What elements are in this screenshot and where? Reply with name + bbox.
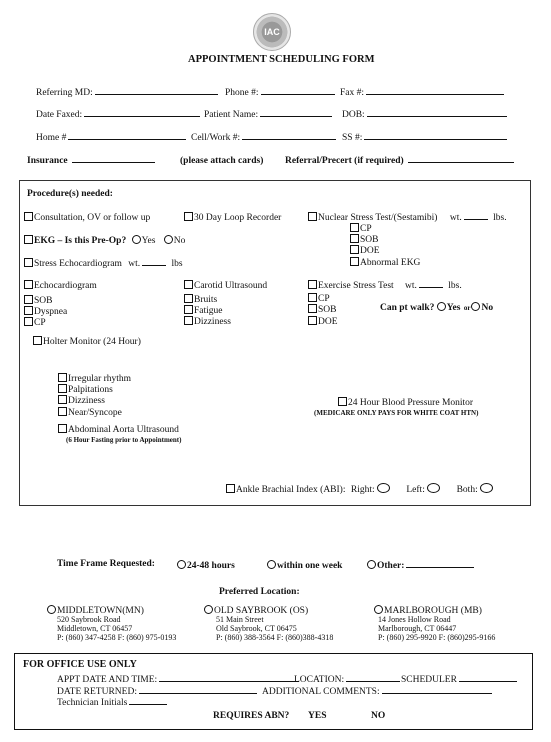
exercise-cp-checkbox[interactable] [308,293,317,302]
abi-left-radio[interactable] [427,483,440,493]
can-walk-row [380,302,493,314]
holter-palpitations-label: Palpitations [68,385,113,395]
nuclear-sob-option[interactable] [350,234,378,246]
bp-monitor-option[interactable] [338,397,473,409]
fax-row [340,89,504,99]
attach-cards-note: (please attach cards) [180,156,264,166]
ekg-option[interactable] [24,235,185,247]
nuclear-cp-option[interactable] [350,223,372,235]
middletown-name: MIDDLETOWN(MN) [57,606,144,616]
echo-cp-checkbox[interactable] [24,317,33,326]
nuclear-cp-label: CP [360,224,372,234]
phone-label: Phone #: [225,88,259,98]
ekg-checkbox[interactable] [24,235,33,244]
carotid-bruits-option[interactable] [184,294,217,306]
cell-work-row [191,134,336,144]
holter-palpitations-checkbox[interactable] [58,384,67,393]
loop-recorder-label: 30 Day Loop Recorder [194,213,282,223]
echo-cp-label: CP [34,318,46,328]
holter-irregular-checkbox[interactable] [58,373,67,382]
holter-checkbox[interactable] [33,336,42,345]
office-use-heading: FOR OFFICE USE ONLY [23,659,137,670]
exercise-wt-field[interactable] [419,287,443,288]
echo-dyspnea-label: Dyspnea [34,307,68,317]
appt-date-field[interactable] [159,681,299,682]
echo-checkbox[interactable] [24,280,33,289]
carotid-label: Carotid Ultrasound [194,281,268,291]
ss-label: SS #: [342,133,363,143]
nuclear-abnormal-ekg-checkbox[interactable] [350,257,359,266]
nuclear-abnormal-ekg-option[interactable] [350,257,420,269]
middletown-radio[interactable] [47,605,56,614]
stress-echo-lbs-label: lbs [171,259,183,269]
nuclear-stress-label: Nuclear Stress Test/(Sestamibi) [318,213,438,223]
insurance-row [27,157,155,167]
echo-cp-option[interactable] [24,317,46,329]
carotid-fatigue-checkbox[interactable] [184,305,193,314]
nuclear-doe-option[interactable] [350,245,380,257]
can-walk-no-radio[interactable] [471,302,480,311]
echo-label: Echocardiogram [34,281,97,291]
old-saybrook-phone: P: (860) 388-3564 F: (860)388-4318 [216,633,334,642]
referral-label: Referral/Precert (if required) [285,156,404,166]
home-field[interactable] [68,139,186,140]
carotid-bruits-checkbox[interactable] [184,294,193,303]
carotid-dizziness-label: Dizziness [194,317,231,327]
timeframe-week-radio[interactable] [267,560,276,569]
middletown-city: Middletown, CT 06457 [57,624,133,633]
location-heading: Preferred Location: [219,587,300,597]
can-walk-yes-label: Yes [446,303,461,313]
nuclear-sob-label: SOB [360,235,379,245]
timeframe-other-option[interactable] [367,560,474,572]
office-location-label: LOCATION: [294,675,345,685]
holter-syncope-checkbox[interactable] [58,407,67,416]
can-walk-no-label: No [481,303,494,313]
nuclear-doe-checkbox[interactable] [350,245,359,254]
ss-field[interactable] [364,139,507,140]
fax-field[interactable] [366,94,504,95]
holter-irregular-option[interactable] [58,373,131,385]
timeframe-other-radio[interactable] [367,560,376,569]
procedures-heading: Procedure(s) needed: [27,189,113,199]
patient-name-row [204,111,332,121]
dob-row [342,111,507,121]
can-walk-yes-radio[interactable] [437,302,446,311]
referral-field[interactable] [408,162,514,163]
phone-field[interactable] [261,94,335,95]
pre-op-yes-radio[interactable] [132,235,141,244]
fax-label: Fax #: [340,88,365,98]
abi-right-radio[interactable] [377,483,390,493]
cell-work-label: Cell/Work #: [191,133,241,143]
requires-abn-label: REQUIRES ABN? [213,711,290,721]
date-returned-field[interactable] [139,693,257,694]
echo-sob-label: SOB [34,296,53,306]
date-faxed-field[interactable] [84,116,200,117]
referring-md-row [36,89,218,99]
echo-option[interactable] [24,280,97,292]
exercise-sob-option[interactable] [308,304,336,316]
office-location-field[interactable] [346,681,400,682]
comments-row [262,688,492,698]
scheduler-label: SCHEDULER [401,675,457,685]
loop-recorder-option[interactable] [184,212,281,224]
abi-label: Ankle Brachial Index (ABI): [236,485,346,495]
exercise-doe-option[interactable] [308,316,338,328]
iac-seal-logo [253,13,291,51]
carotid-dizziness-checkbox[interactable] [184,316,193,325]
stress-echo-checkbox[interactable] [24,258,33,267]
echo-dyspnea-checkbox[interactable] [24,306,33,315]
carotid-fatigue-label: Fatigue [194,306,223,316]
ss-row [342,134,507,144]
exercise-stress-checkbox[interactable] [308,280,317,289]
holter-option[interactable] [33,336,141,348]
timeframe-label: Time Frame Requested: [57,559,155,569]
date-faxed-label: Date Faxed: [36,110,83,120]
nuclear-lbs-label: lbs. [493,213,507,223]
office-location-row [294,676,400,686]
abi-right-label: Right: [350,485,375,495]
logo-text: IAC [264,27,280,37]
exercise-cp-option[interactable] [308,293,330,305]
date-faxed-row [36,111,200,121]
exercise-stress-label: Exercise Stress Test [318,281,394,291]
home-label: Home # [36,133,67,143]
old-saybrook-radio[interactable] [204,605,213,614]
holter-syncope-label: Near/Syncope [68,408,122,418]
scheduler-row [401,676,517,686]
stress-echo-wt-field[interactable] [142,265,166,266]
medicare-note: (MEDICARE ONLY PAYS FOR WHITE COAT HTN) [314,409,479,417]
timeframe-week-label: within one week [277,561,343,571]
appt-date-label: APPT DATE AND TIME: [57,675,158,685]
insurance-field[interactable] [72,162,155,163]
comments-label: ADDITIONAL COMMENTS: [262,687,380,697]
abi-both-label: Both: [456,485,478,495]
phone-row [225,89,335,99]
dob-field[interactable] [367,116,507,117]
consultation-label: Consultation, OV or follow up [34,213,151,223]
stress-echo-label: Stress Echocardiogram [34,259,122,269]
echo-sob-checkbox[interactable] [24,295,33,304]
middletown-phone: P: (860) 347-4258 F: (860) 975-0193 [57,633,177,642]
date-returned-label: DATE RETURNED: [57,687,137,697]
date-returned-row [57,688,257,698]
timeframe-24-48-label: 24-48 hours [187,561,235,571]
exercise-stress-option[interactable] [308,280,462,292]
abi-both-radio[interactable] [480,483,493,493]
carotid-fatigue-option[interactable] [184,305,223,317]
carotid-bruits-label: Bruits [194,295,218,305]
holter-irregular-label: Irregular rhythm [68,374,132,384]
carotid-option[interactable] [184,280,267,292]
technician-field[interactable] [129,704,167,705]
aorta-option[interactable] [58,424,179,436]
marlborough-radio[interactable] [374,605,383,614]
abi-checkbox[interactable] [226,484,235,493]
cell-work-field[interactable] [242,139,336,140]
abn-yes-label[interactable]: YES [308,711,327,721]
nuclear-doe-label: DOE [360,246,380,256]
timeframe-24-48-option[interactable] [177,560,235,572]
exercise-doe-checkbox[interactable] [308,316,317,325]
fasting-note: (6 Hour Fasting prior to Appointment) [66,436,182,444]
timeframe-week-option[interactable] [267,560,342,572]
can-walk-or-label: or [463,304,471,312]
old-saybrook-street: 51 Main Street [216,615,264,624]
timeframe-other-field[interactable] [406,567,474,568]
consultation-checkbox[interactable] [24,212,33,221]
can-walk-label: Can pt walk? [380,303,435,313]
nuclear-cp-checkbox[interactable] [350,223,359,232]
holter-palpitations-option[interactable] [58,384,113,396]
exercise-lbs-label: lbs. [448,281,462,291]
form-title: APPOINTMENT SCHEDULING FORM [188,54,375,65]
holter-dizziness-checkbox[interactable] [58,395,67,404]
referral-row [285,157,514,167]
nuclear-wt-field[interactable] [464,219,488,220]
pre-op-yes-label: Yes [141,236,156,246]
nuclear-wt-label: wt. [449,213,462,223]
nuclear-stress-checkbox[interactable] [308,212,317,221]
pre-op-no-radio[interactable] [164,235,173,244]
comments-field[interactable] [382,693,492,694]
technician-row [57,699,167,709]
old-saybrook-city: Old Saybrook, CT 06475 [216,624,297,633]
consultation-option[interactable] [24,212,150,224]
technician-label: Technician Initials [57,698,128,708]
marlborough-city: Marlborough, CT 06447 [378,624,457,633]
abi-left-label: Left: [406,485,425,495]
nuclear-stress-option[interactable] [308,212,507,224]
holter-dizziness-label: Dizziness [68,396,105,406]
stress-echo-option[interactable] [24,258,183,270]
echo-dyspnea-option[interactable] [24,306,67,318]
stress-echo-wt-label: wt. [128,259,141,269]
home-row [36,134,186,144]
exercise-doe-label: DOE [318,317,338,327]
carotid-dizziness-option[interactable] [184,316,231,328]
middletown-street: 520 Saybrook Road [57,615,121,624]
exercise-sob-checkbox[interactable] [308,304,317,313]
holter-syncope-option[interactable] [58,407,122,419]
exercise-cp-label: CP [318,294,330,304]
patient-name-label: Patient Name: [204,110,259,120]
referring-md-label: Referring MD: [36,88,93,98]
marlborough-name: MARLBOROUGH (MB) [384,606,482,616]
referring-md-field[interactable] [95,94,218,95]
aorta-label: Abdominal Aorta Ultrasound [68,425,179,435]
echo-sob-option[interactable] [24,295,52,307]
marlborough-street: 14 Jones Hollow Road [378,615,451,624]
old-saybrook-name: OLD SAYBROOK (OS) [214,606,309,616]
abi-row [226,483,493,496]
exercise-wt-label: wt. [405,281,417,291]
holter-dizziness-option[interactable] [58,395,105,407]
marlborough-phone: P: (860) 295-9920 F: (860)295-9166 [378,633,496,642]
dob-label: DOB: [342,110,365,120]
patient-name-field[interactable] [260,116,332,117]
bp-monitor-checkbox[interactable] [338,397,347,406]
scheduler-field[interactable] [459,681,517,682]
nuclear-sob-checkbox[interactable] [350,234,359,243]
exercise-sob-label: SOB [318,305,337,315]
nuclear-abnormal-ekg-label: Abnormal EKG [360,258,421,268]
insurance-label: Insurance [27,156,68,166]
ekg-label: EKG – Is this Pre-Op? [34,236,127,246]
timeframe-24-48-radio[interactable] [177,560,186,569]
carotid-checkbox[interactable] [184,280,193,289]
holter-label: Holter Monitor (24 Hour) [43,337,141,347]
bp-monitor-label: 24 Hour Blood Pressure Monitor [348,398,474,408]
aorta-checkbox[interactable] [58,424,67,433]
abn-no-label[interactable]: NO [371,711,386,721]
pre-op-no-label: No [173,236,186,246]
appt-date-row [57,676,299,686]
loop-recorder-checkbox[interactable] [184,212,193,221]
timeframe-other-label: Other: [377,561,405,571]
